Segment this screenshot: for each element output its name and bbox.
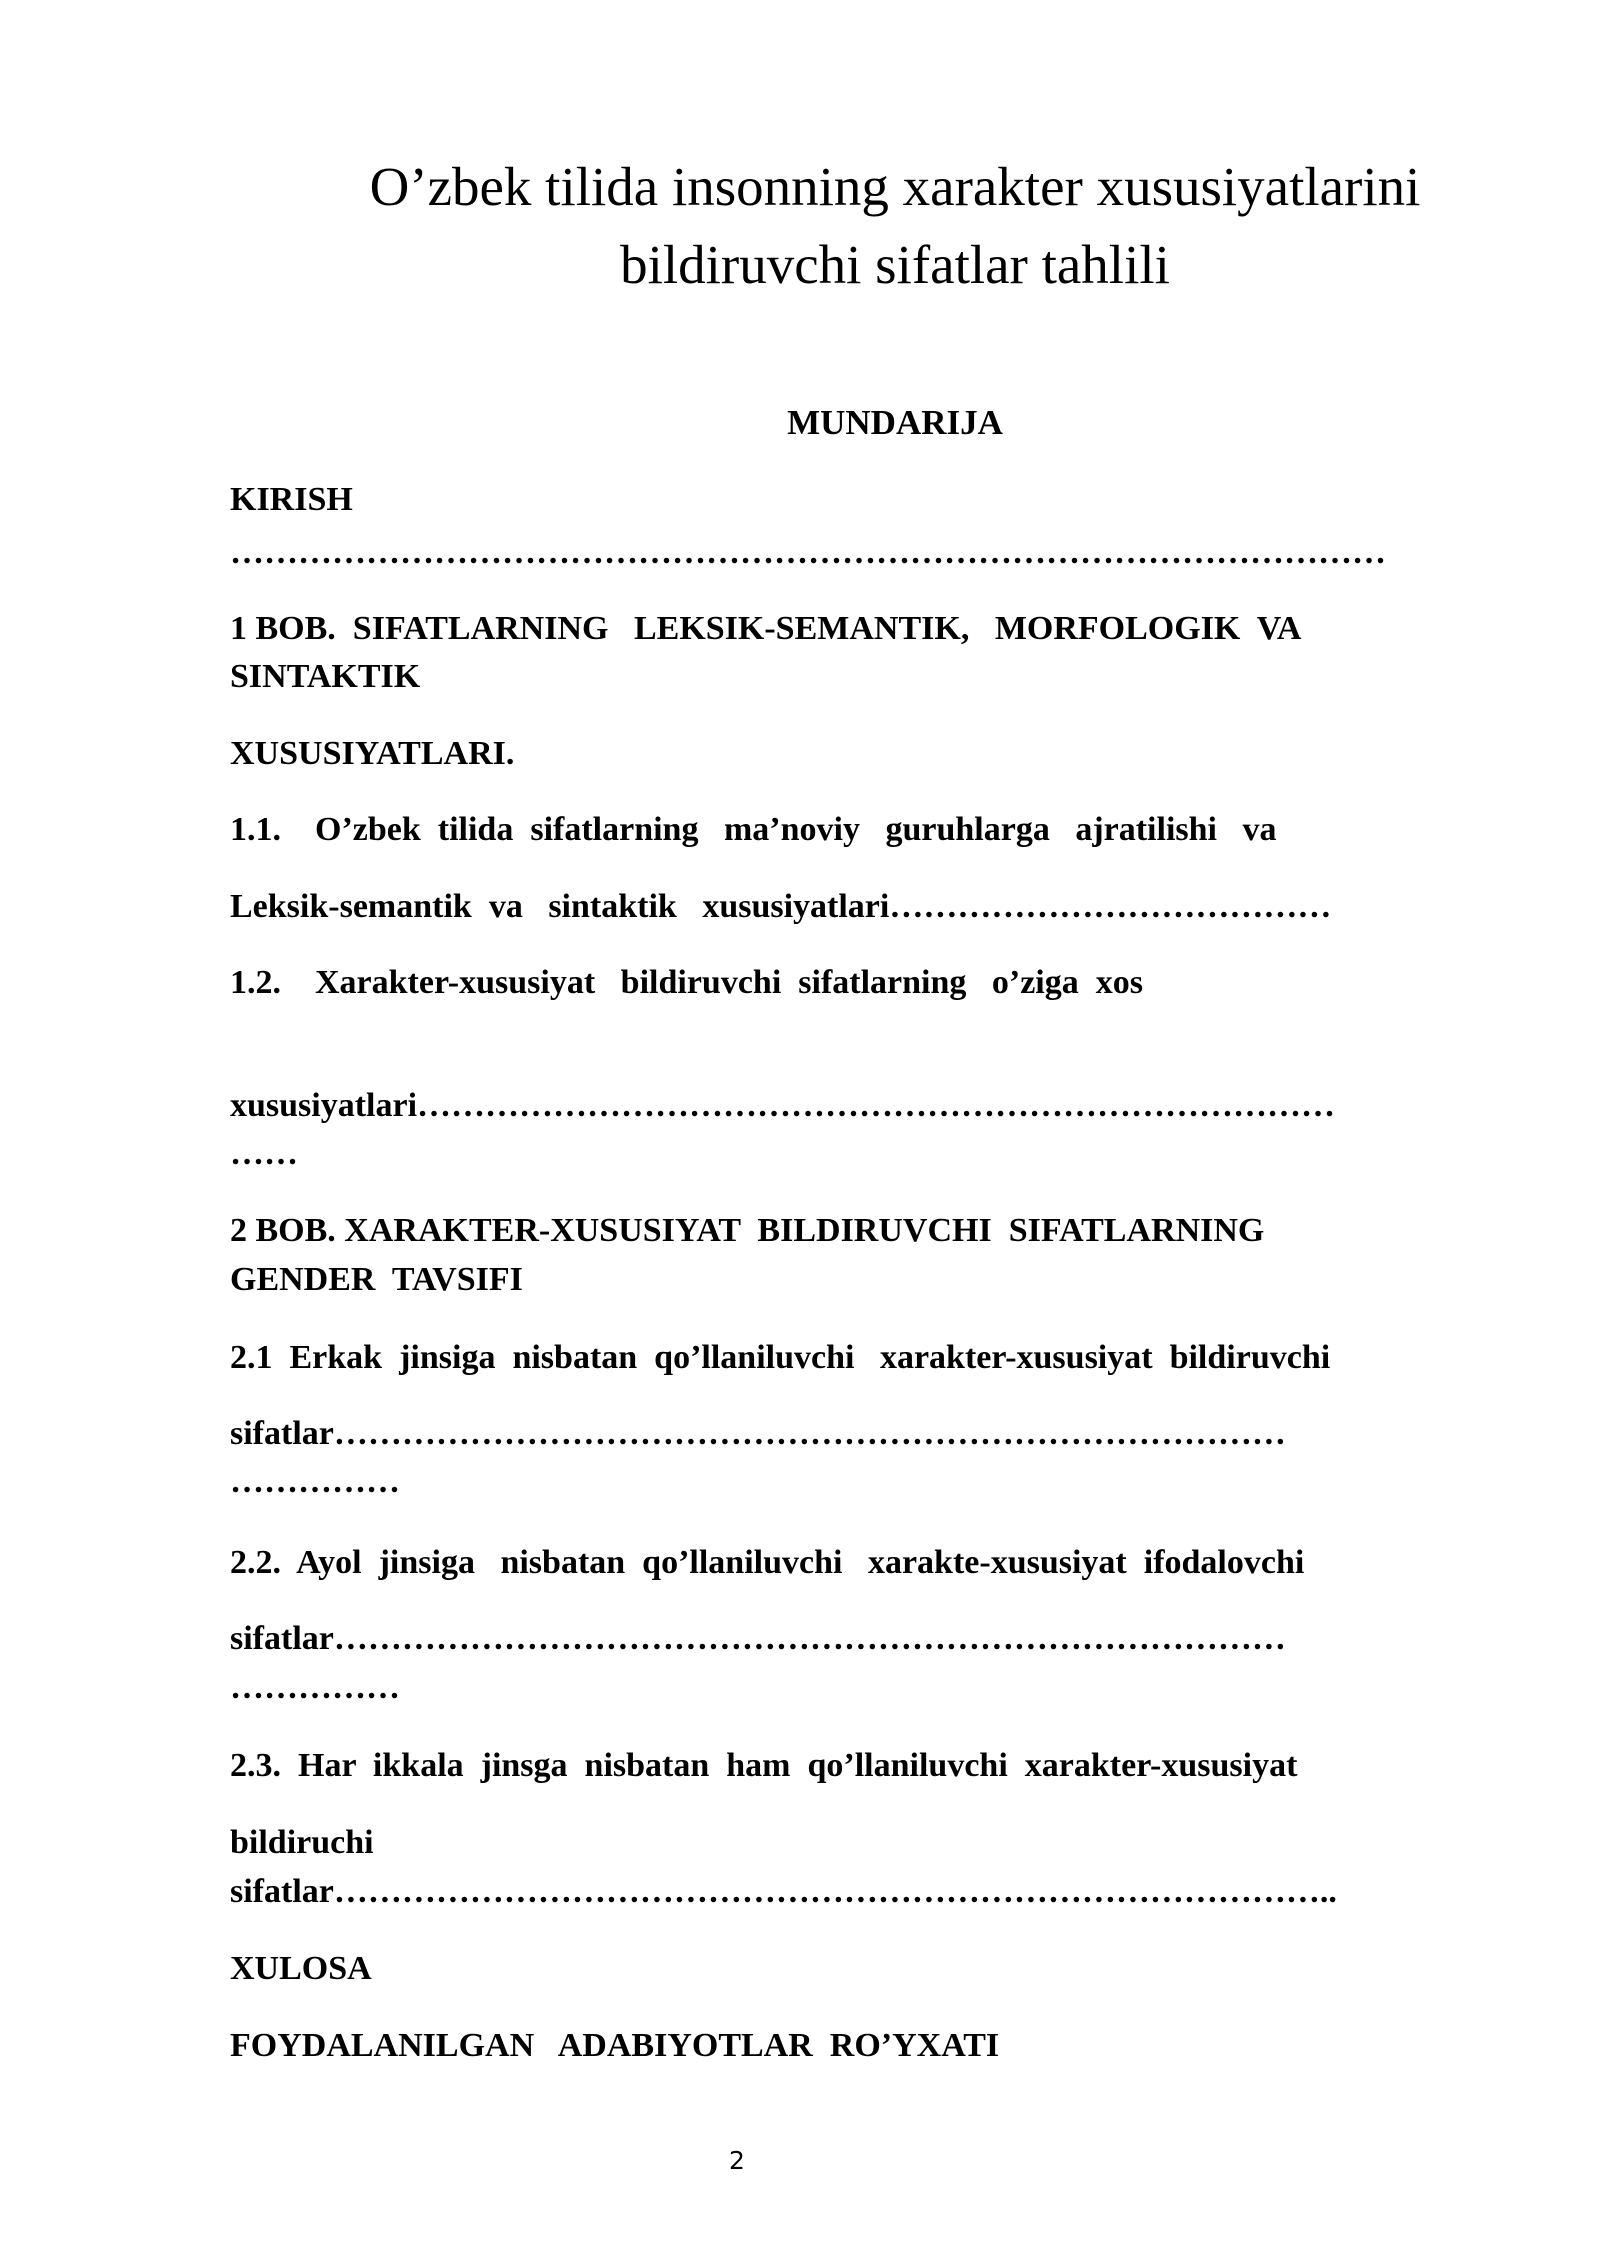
toc-line: Leksik-semantik va sintaktik xususiyatlari………………………………… bbox=[230, 888, 1332, 925]
toc-line: sifatlar………………………………………………………………………… bbox=[230, 1415, 1286, 1452]
toc-line: xususiyatlari……………………………………………………………………… bbox=[230, 1087, 1336, 1124]
toc-line: 2 BOB. XARAKTER-XUSUSIYAT BILDIRUVCHI SIFATLARNING bbox=[230, 1212, 1265, 1249]
contents-heading: MUNDARIJA bbox=[787, 403, 1003, 442]
toc-line: …… bbox=[230, 1135, 298, 1172]
page-number: 2 bbox=[729, 2146, 745, 2175]
toc-line: GENDER TAVSIFI bbox=[230, 1261, 523, 1298]
toc-line: …………… bbox=[230, 1669, 400, 1706]
toc-line: XUSUSIYATLARI. bbox=[230, 735, 515, 772]
document-title bbox=[230, 148, 1560, 304]
toc-line: XULOSA bbox=[230, 1950, 372, 1987]
toc-line: 1 BOB. SIFATLARNING LEKSIK-SEMANTIK, MORFOLOGIK VA bbox=[230, 610, 1302, 647]
toc-line: 2.3. Har ikkala jinsga nisbatan ham qo’llaniluvchi xarakter-xususiyat bbox=[230, 1747, 1298, 1784]
toc-line: 1.2. Xarakter-xususiyat bildiruvchi sifatlarning o’ziga xos bbox=[230, 964, 1143, 1001]
toc-line: 2.1 Erkak jinsiga nisbatan qo’llaniluvchi xarakter-xususiyat bildiruvchi bbox=[230, 1339, 1331, 1376]
toc-line: FOYDALANILGAN ADABIYOTLAR RO’YXATI bbox=[230, 2027, 1000, 2064]
title-line-1: O’zbek tilida insonning xarakter xususiyatlarini bbox=[369, 156, 1421, 217]
toc-line: 1.1. O’zbek tilida sifatlarning ma’noviy guruhlarga ajratilishi va bbox=[230, 811, 1277, 848]
toc-line: 2.2. Ayol jinsiga nisbatan qo’llaniluvchi xarakte-xususiyat ifodalovchi bbox=[230, 1544, 1305, 1581]
toc-line: ………………………………………………………………………………………… bbox=[230, 534, 1386, 571]
toc-line: …………… bbox=[230, 1463, 400, 1500]
toc-line: sifatlar…………………………………………………………………………….. bbox=[230, 1873, 1337, 1910]
title-line-2: bildiruvchi sifatlar tahlili bbox=[620, 234, 1170, 295]
toc-line: bildiruchi bbox=[230, 1824, 374, 1861]
toc-line: KIRISH bbox=[230, 481, 353, 518]
toc-line: sifatlar………………………………………………………………………… bbox=[230, 1620, 1286, 1657]
toc-line: SINTAKTIK bbox=[230, 658, 421, 695]
